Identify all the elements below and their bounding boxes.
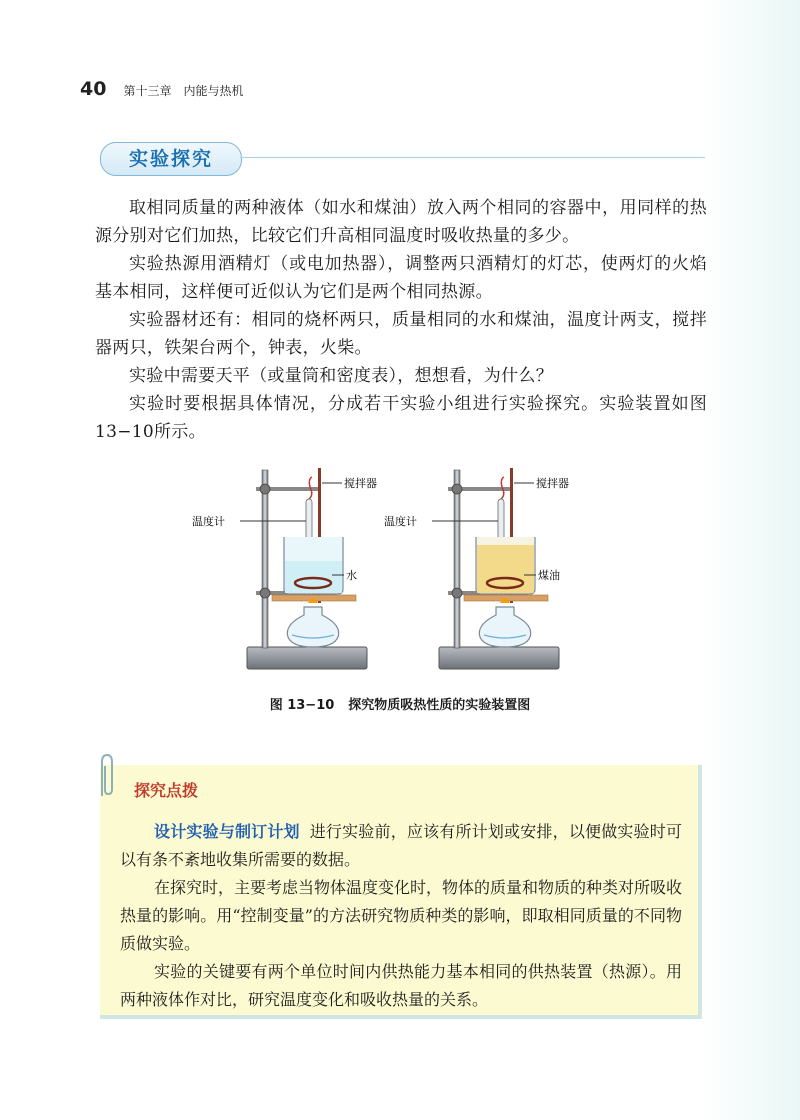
alcohol-lamp (479, 607, 530, 647)
stand-base (247, 647, 367, 669)
stand-rod (262, 470, 268, 648)
stand-rod (454, 470, 460, 648)
tip-paragraph: 在探究时，主要考虑当物体温度变化时，物体的质量和物质的种类对所吸收热量的影响。用“控制变量”的方法研究物质种类的影响，即取相同质量的不同物质做实验。 (120, 878, 683, 953)
label-liquid: 煤油 (538, 569, 560, 582)
paragraph: 实验热源用酒精灯（或电加热器），调整两只酒精灯的灯芯，使两灯的火焰基本相同，这样便可近似认为它们是两个相同热源。 (95, 254, 707, 302)
paperclip-icon (96, 752, 118, 800)
label-thermometer: 温度计 (384, 515, 417, 528)
paragraph: 实验器材还有：相同的烧杯两只，质量相同的水和煤油，温度计两支，搅拌器两只，铁架台两个，钟表，火柴。 (95, 310, 707, 358)
page-header (80, 78, 244, 100)
apparatus-figure (192, 465, 612, 685)
section-title: 实验探究 (100, 142, 242, 176)
label-liquid: 水 (346, 569, 357, 582)
tip-title: 探究点拨 (134, 781, 199, 800)
apparatus-water (192, 468, 377, 669)
liquid-kerosene (477, 545, 534, 593)
figure-number: 图 13−10 (269, 698, 335, 713)
paragraph: 取相同质量的两种液体（如水和煤油）放入两个相同的容器中，用同样的热源分别对它们加热，比较它们升高相同温度时吸收热量的多少。 (95, 198, 707, 246)
tip-keyword: 设计实验与制订计划 (154, 822, 300, 841)
paragraph: 实验时要根据具体情况，分成若干实验小组进行实验探究。实验装置如图13−10所示。 (95, 394, 707, 442)
page-edge-tint (700, 0, 800, 1120)
alcohol-lamp (287, 607, 338, 647)
figure-caption (0, 694, 800, 713)
label-stirrer: 搅拌器 (344, 477, 377, 490)
paragraph: 实验中需要天平（或量筒和密度表），想想看，为什么？ (129, 366, 553, 386)
tip-paragraph: 设计实验与制订计划 进行实验前，应该有所计划或安排，以便做实验时可以有条不紊地收集所需要的数据。 (120, 822, 682, 869)
section-divider (240, 157, 705, 158)
chapter-title: 第十三章 内能与热机 (123, 84, 244, 98)
figure-caption-text: 探究物质吸热性质的实验装置图 (348, 698, 531, 713)
tip-paragraph: 实验的关键要有两个单位时间内供热能力基本相同的供热装置（热源）。用两种液体作对比，研究温度变化和吸收热量的关系。 (120, 962, 682, 1009)
body-text (95, 194, 707, 446)
label-stirrer: 搅拌器 (536, 477, 569, 490)
apparatus-kerosene (384, 468, 569, 669)
tip-text (120, 818, 682, 1014)
stand-base (439, 647, 559, 669)
label-thermometer: 温度计 (192, 515, 225, 528)
page-number: 40 (80, 78, 107, 100)
